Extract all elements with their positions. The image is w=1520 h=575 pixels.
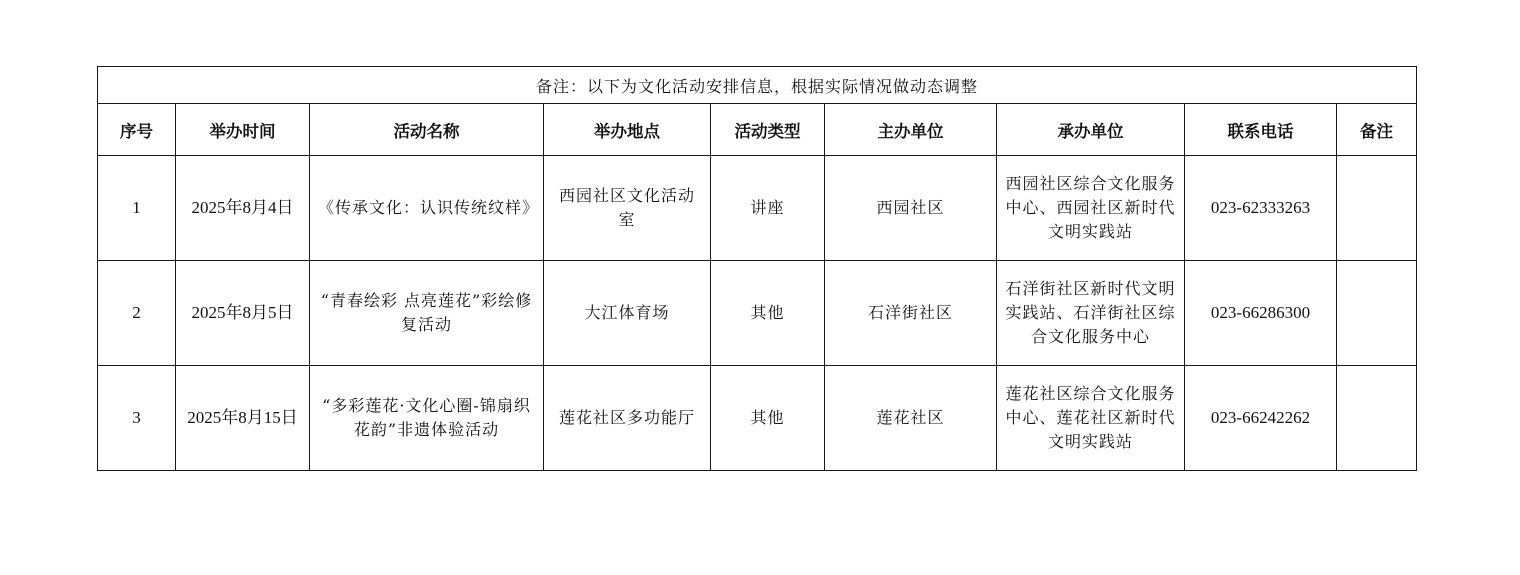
header-venue: 举办地点 — [544, 104, 711, 156]
cell-index: 1 — [98, 156, 176, 261]
activity-schedule-table — [97, 66, 1417, 471]
header-date: 举办时间 — [176, 104, 310, 156]
cell-remark — [1337, 156, 1417, 261]
cell-organizer: 西园社区综合文化服务中心、西园社区新时代文明实践站 — [997, 156, 1185, 261]
table-row — [98, 156, 1417, 261]
cell-activity-name: “多彩莲花·文化心圈-锦扇织花韵”非遗体验活动 — [310, 366, 544, 471]
cell-activity-type: 其他 — [711, 366, 825, 471]
header-activity-name: 活动名称 — [310, 104, 544, 156]
table-note: 备注：以下为文化活动安排信息，根据实际情况做动态调整 — [98, 67, 1417, 104]
cell-index: 2 — [98, 261, 176, 366]
header-organizer: 承办单位 — [997, 104, 1185, 156]
header-row — [98, 104, 1417, 156]
cell-activity-type: 讲座 — [711, 156, 825, 261]
header-host: 主办单位 — [825, 104, 997, 156]
header-phone: 联系电话 — [1185, 104, 1337, 156]
table-row — [98, 261, 1417, 366]
cell-remark — [1337, 366, 1417, 471]
cell-activity-name: “青春绘彩 点亮莲花”彩绘修复活动 — [310, 261, 544, 366]
cell-venue: 大江体育场 — [544, 261, 711, 366]
cell-date: 2025年8月4日 — [176, 156, 310, 261]
cell-organizer: 石洋街社区新时代文明实践站、石洋街社区综合文化服务中心 — [997, 261, 1185, 366]
cell-phone: 023-66286300 — [1185, 261, 1337, 366]
cell-activity-name: 《传承文化：认识传统纹样》 — [310, 156, 544, 261]
header-index: 序号 — [98, 104, 176, 156]
cell-index: 3 — [98, 366, 176, 471]
header-remark: 备注 — [1337, 104, 1417, 156]
table-row — [98, 366, 1417, 471]
cell-venue: 西园社区文化活动室 — [544, 156, 711, 261]
cell-host: 莲花社区 — [825, 366, 997, 471]
cell-remark — [1337, 261, 1417, 366]
cell-host: 西园社区 — [825, 156, 997, 261]
cell-activity-type: 其他 — [711, 261, 825, 366]
cell-venue: 莲花社区多功能厅 — [544, 366, 711, 471]
cell-date: 2025年8月5日 — [176, 261, 310, 366]
header-activity-type: 活动类型 — [711, 104, 825, 156]
cell-phone: 023-66242262 — [1185, 366, 1337, 471]
cell-host: 石洋街社区 — [825, 261, 997, 366]
cell-organizer: 莲花社区综合文化服务中心、莲花社区新时代文明实践站 — [997, 366, 1185, 471]
note-row — [98, 67, 1417, 104]
cell-date: 2025年8月15日 — [176, 366, 310, 471]
cell-phone: 023-62333263 — [1185, 156, 1337, 261]
